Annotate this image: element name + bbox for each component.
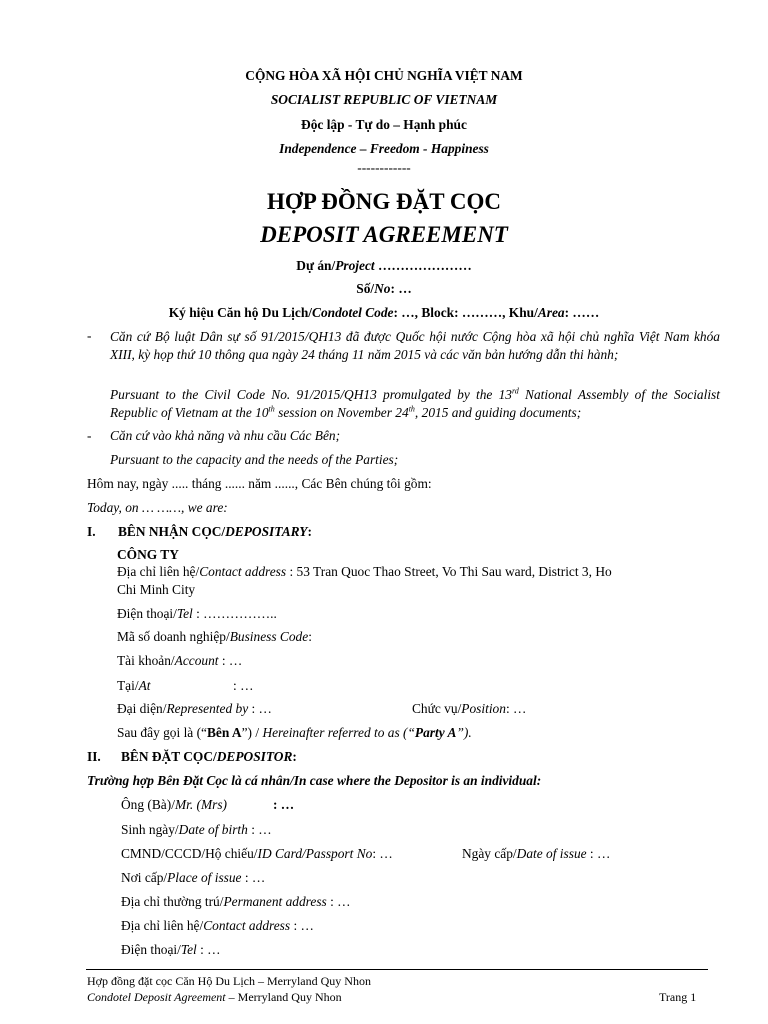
party-b-issue-label-en: Date of issue (516, 846, 587, 861)
party-b-heading-en: DEPOSITOR (216, 749, 293, 764)
party-b-place-label-vi: Nơi cấp/ (121, 870, 168, 885)
party-a-ref-e: Party A (414, 725, 457, 740)
bullet-1: - (87, 328, 92, 343)
party-b-id (121, 846, 393, 862)
party-a-ref-b: Bên A (207, 725, 242, 740)
code-label-vi: Ký hiệu Căn hộ Du Lịch/ (168, 305, 313, 320)
party-b-id-label-en: ID Card/Passport No (257, 846, 373, 861)
party-a-company: CÔNG TY (117, 547, 179, 562)
party-a-biz-value: : (308, 629, 312, 644)
party-b-issue-label-vi: Ngày cấp/ (462, 846, 517, 861)
party-a-tel-value: : …………….. (192, 606, 277, 621)
party-b-contact-label-en: Contact address (203, 918, 291, 933)
party-a-pos-label-en: Position (461, 701, 506, 716)
party-a-biz-label-vi: Mã số doanh nghiệp/ (117, 629, 230, 644)
party-b-id-label-vi: CMND/CCCD/Hộ chiếu/ (121, 846, 258, 861)
motto-vi: Độc lập - Tự do – Hạnh phúc (301, 117, 467, 132)
party-a-contact-line1 (117, 564, 612, 580)
nation-title-en: SOCIALIST REPUBLIC OF VIETNAM (270, 92, 498, 107)
party-a-reference (117, 725, 472, 741)
party-a-pos-value: : … (505, 701, 527, 716)
recital-1-en (110, 386, 720, 422)
party-b-heading (121, 749, 297, 765)
motto-en: Independence – Freedom - Happiness (279, 141, 489, 156)
footer-line-en-a: Condotel Deposit Agreement (87, 990, 226, 1004)
party-a-ref-f: ”). (456, 725, 472, 740)
party-b-perm-value: : … (326, 894, 351, 909)
party-a-contact-label-vi: Địa chỉ liên hệ/ (117, 564, 200, 579)
party-b-dob-label-en: Date of birth (178, 822, 248, 837)
party-b-tel (121, 942, 221, 958)
party-a-tel-label-en: Tel (176, 606, 193, 621)
area-value: : …… (564, 305, 600, 320)
code-label-en: Condotel Code (312, 305, 394, 320)
party-b-contact-label-vi: Địa chỉ liên hệ/ (121, 918, 204, 933)
party-b-mr-value (273, 797, 294, 813)
bullet-2: - (87, 428, 92, 443)
document-title-vi: HỢP ĐỒNG ĐẶT CỌC (266, 189, 502, 214)
party-b-dob-value: : … (247, 822, 272, 837)
party-b-id-value: : … (372, 846, 393, 861)
party-b-case: Trường hợp Bên Đặt Cọc là cá nhân/In case where the Depositor is an individual: (87, 773, 542, 788)
party-a-contact-value1: : 53 Tran Quoc Thao Street, Vo Thi Sau ward, District 3, Ho (286, 564, 612, 579)
area-label-en: Area (537, 305, 565, 320)
number-label-en: No (374, 281, 391, 296)
party-a-tel-label-vi: Điện thoại/ (117, 606, 177, 621)
party-a-pos-label-vi: Chức vụ/ (412, 701, 462, 716)
party-a-rep-label-vi: Đại diện/ (117, 701, 167, 716)
recital-1-en-b: National Assembly of the Socialist Republic of Vietnam at the 10 (110, 387, 720, 420)
party-a-represented (117, 701, 272, 717)
party-a-contact-value2: Chi Minh City (117, 582, 196, 597)
today-vi: Hôm nay, ngày ..... tháng ...... năm ......, Các Bên chúng tôi gồm: (87, 476, 432, 491)
condotel-code-line (0, 305, 768, 321)
party-a-ref-c: ”) / (241, 725, 263, 740)
party-a-heading-colon: : (307, 524, 312, 539)
party-a-account-label-en: Account (174, 653, 219, 668)
footer-rule (86, 969, 708, 970)
header-divider: ------------ (357, 160, 411, 175)
party-a-rep-label-en: Represented by (166, 701, 249, 716)
party-a-ref-a: Sau đây gọi là (“ (117, 725, 207, 740)
party-a-account-value: : … (218, 653, 243, 668)
party-b-mr (121, 797, 227, 813)
number-line (0, 281, 768, 297)
party-b-contact-value: : … (290, 918, 314, 933)
party-a-account-label-vi: Tài khoản/ (117, 653, 175, 668)
party-b-number: II. (87, 749, 101, 764)
recital-1-en-sup1: rd (511, 386, 519, 396)
project-line (0, 258, 768, 274)
party-a-contact-label-en: Contact address (199, 564, 287, 579)
recital-1-en-sup2: th (268, 404, 275, 414)
party-a-at (117, 678, 150, 694)
recital-1-en-sup3: th (408, 404, 415, 414)
party-b-contact (121, 918, 314, 934)
party-b-place-value: : … (241, 870, 266, 885)
party-a-position (412, 701, 526, 717)
number-label-vi: Số/ (356, 281, 375, 296)
project-value: ………………… (374, 258, 472, 273)
recital-1-vi: Căn cứ Bộ luật Dân sự số 91/2015/QH13 đã được Quốc hội nước Cộng hòa xã hội chủ nghĩa Việt Nam khóa XIII, kỳ họp thứ 10 thông qua ngày 24 tháng 11 năm 2015 và các văn bản hướng dẫn thi hành; (110, 329, 720, 362)
code-value: : …, Block: ………, Khu/ (393, 305, 538, 320)
today-en: Today, on … ……, we are: (87, 500, 228, 515)
party-b-dob (121, 822, 272, 838)
party-b-place-label-en: Place of issue (167, 870, 242, 885)
recital-1-en-a: Pursuant to the Civil Code No. 91/2015/QH13 promulgated by the 13 (110, 387, 512, 402)
party-b-tel-label-vi: Điện thoại/ (121, 942, 181, 957)
number-value: : … (390, 281, 412, 296)
footer-line-en (87, 990, 342, 1005)
party-b-mr-label-vi: Ông (Bà)/ (121, 797, 175, 812)
party-b-heading-colon: : (292, 749, 297, 764)
project-label-en: Project (335, 258, 375, 273)
document-title-en: DEPOSIT AGREEMENT (260, 222, 508, 247)
party-a-account (117, 653, 242, 669)
page-number: Trang 1 (659, 990, 697, 1004)
party-a-tel (117, 606, 277, 622)
footer-line-en-b: – Merryland Quy Nhon (225, 990, 342, 1004)
party-b-issue-date (462, 846, 610, 862)
party-a-rep-value: : … (248, 701, 272, 716)
recital-1-en-d: , 2015 and guiding documents; (414, 405, 582, 420)
party-b-issue-value: : … (586, 846, 611, 861)
party-b-heading-vi: BÊN ĐẶT CỌC/ (121, 749, 217, 764)
party-a-ref-d: Hereinafter referred to as (“ (262, 725, 415, 740)
party-b-tel-label-en: Tel (180, 942, 197, 957)
party-a-heading-vi: BÊN NHẬN CỌC/ (118, 524, 226, 539)
project-label-vi: Dự án/ (296, 258, 336, 273)
party-a-business-code (117, 629, 312, 645)
party-b-tel-value: : … (196, 942, 221, 957)
recital-1-en-c: session on November 24 (274, 405, 409, 420)
party-a-heading (118, 524, 312, 540)
party-a-at-label-en: At (138, 678, 151, 693)
party-b-perm-label-en: Permanent address (223, 894, 327, 909)
party-b-dob-label-vi: Sinh ngày/ (121, 822, 179, 837)
party-b-mr-label-en: Mr. (Mrs) (174, 797, 228, 812)
recital-2-vi: Căn cứ vào khả năng và nhu cầu Các Bên; (110, 428, 341, 443)
party-a-biz-label-en: Business Code (229, 629, 309, 644)
party-b-permanent (121, 894, 351, 910)
footer-line-vi: Hợp đồng đặt cọc Căn Hộ Du Lịch – Merryland Quy Nhon (87, 974, 371, 988)
party-a-at-label-vi: Tại/ (117, 678, 139, 693)
party-a-heading-en: DEPOSITARY (225, 524, 308, 539)
nation-title-vi: CỘNG HÒA XÃ HỘI CHỦ NGHĨA VIỆT NAM (245, 68, 523, 83)
recital-2-en: Pursuant to the capacity and the needs of the Parties; (110, 452, 399, 467)
party-b-perm-label-vi: Địa chỉ thường trú/ (121, 894, 224, 909)
party-a-at-value: : … (233, 678, 254, 693)
party-b-mr-colon: : … (273, 797, 295, 812)
party-b-place (121, 870, 265, 886)
party-a-number: I. (87, 524, 96, 539)
